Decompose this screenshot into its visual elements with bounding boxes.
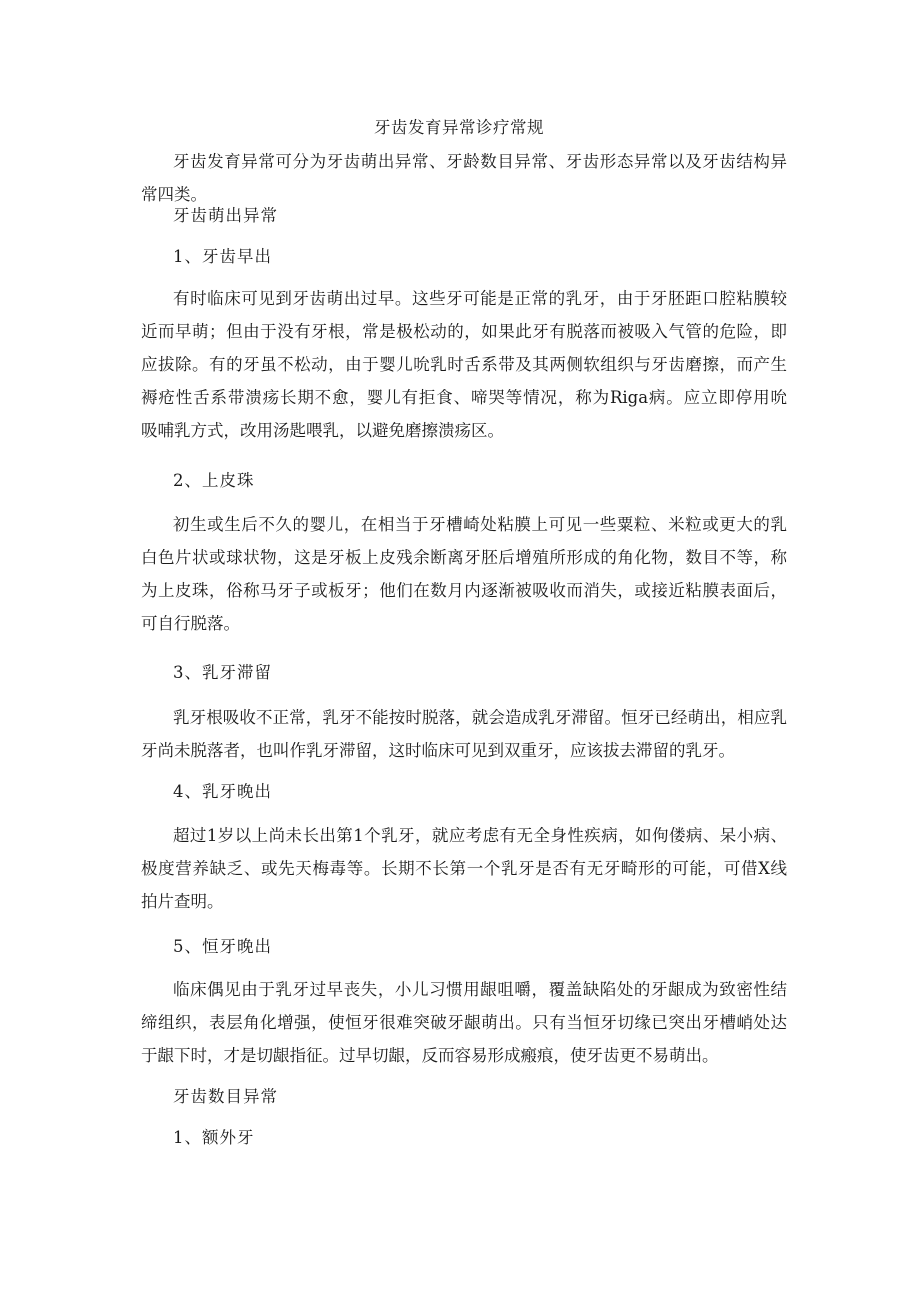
paragraph-line: 吸哺乳方式，改用汤匙喂乳，以避免磨擦溃疡区。	[141, 421, 504, 440]
item-paragraph	[141, 282, 787, 447]
paragraph-line: 超过1岁以上尚未长出第1个乳牙，就应考虑有无全身性疾病，如佝偻病、呆小病、	[173, 826, 787, 845]
section-heading: 牙齿数目异常	[173, 1087, 278, 1106]
paragraph-line: 有时临床可见到牙齿萌出过早。这些牙可能是正常的乳牙，由于牙胚距口腔粘膜较	[173, 289, 787, 308]
paragraph-line: 临床偶见由于乳牙过早丧失，小儿习惯用龈咀嚼，覆盖缺陷处的牙龈成为致密性结	[173, 980, 787, 999]
paragraph-line: 为上皮珠，俗称马牙子或板牙；他们在数月内逐渐被吸收而消失，或接近粘膜表面后，	[141, 581, 787, 600]
document-title: 牙齿发育异常诊疗常规	[374, 118, 544, 137]
item-paragraph	[141, 973, 787, 1072]
section-heading: 牙齿萌出异常	[173, 206, 278, 225]
item-paragraph	[141, 819, 787, 918]
item-heading: 4、乳牙晚出	[173, 782, 272, 801]
paragraph-line: 常四类。	[141, 185, 207, 204]
item-heading: 1、牙齿早出	[173, 247, 272, 266]
item-paragraph	[141, 508, 787, 640]
item-heading: 2、上皮珠	[173, 471, 255, 490]
item-heading: 5、恒牙晚出	[173, 937, 272, 956]
paragraph-line: 白色片状或球状物，这是牙板上皮残余断离牙胚后增殖所形成的角化物，数目不等，称	[141, 548, 787, 567]
paragraph-line: 近而早萌；但由于没有牙根，常是极松动的，如果此牙有脱落而被吸入气管的危险，即	[141, 322, 787, 341]
item-paragraph	[141, 701, 787, 767]
item-heading: 3、乳牙滞留	[173, 663, 272, 682]
paragraph-line: 缔组织，表层角化增强，使恒牙很难突破牙龈萌出。只有当恒牙切缘已突出牙槽峭处达	[141, 1013, 787, 1032]
paragraph-line: 牙齿发育异常可分为牙齿萌出异常、牙龄数目异常、牙齿形态异常以及牙齿结构异	[173, 152, 787, 171]
item-heading: 1、额外牙	[173, 1128, 255, 1147]
paragraph-line: 牙尚未脱落者，也叫作乳牙滞留，这时临床可见到双重牙，应该拔去滞留的乳牙。	[141, 741, 735, 760]
paragraph-line: 应拔除。有的牙虽不松动，由于婴儿吮乳时舌系带及其两侧软组织与牙齿磨擦，而产生	[141, 355, 787, 374]
paragraph-line: 褥疮性舌系带溃疡长期不愈，婴儿有拒食、啼哭等情况，称为Riga病。应立即停用吮	[141, 388, 787, 407]
paragraph-line: 初生或生后不久的婴儿，在相当于牙槽崎处粘膜上可见一些粟粒、米粒或更大的乳	[173, 515, 787, 534]
paragraph-line: 可自行脱落。	[141, 614, 240, 633]
paragraph-line: 乳牙根吸收不正常，乳牙不能按时脱落，就会造成乳牙滞留。恒牙已经萌出，相应乳	[173, 708, 787, 727]
paragraph-line: 极度营养缺乏、或先天梅毒等。长期不长第一个乳牙是否有无牙畸形的可能，可借X线	[141, 859, 787, 878]
paragraph-line: 于龈下时，才是切龈指征。过早切龈，反而容易形成瘢痕，使牙齿更不易萌出。	[141, 1046, 719, 1065]
paragraph-line: 拍片查明。	[141, 892, 224, 911]
